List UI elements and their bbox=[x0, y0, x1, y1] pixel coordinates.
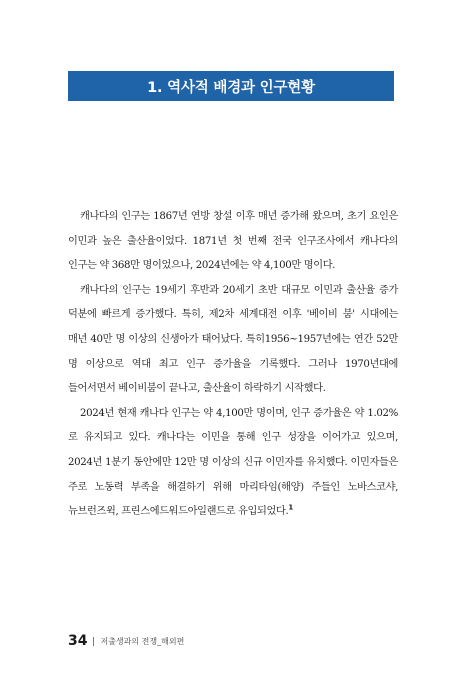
paragraph-text: 2024년 현재 캐나다 인구는 약 4,100만 명이며, 인구 증가율은 약 1.02%로 유지되고 있다. 캐나다는 이민을 통해 인구 성장을 이어가고 있으며, 2024년 1분기 동안에만 12만 명 이상의 신규 이민자를 유치했다. 이민자들은 주로 노동력 부족을 해결하기 위해 마리타임(해양) 주들인 노바스코샤, 뉴브런즈윅, 프린스에드워드아일랜드로 유입되었다. bbox=[68, 407, 398, 518]
paragraph bbox=[68, 279, 398, 402]
paragraph-text: 캐나다의 인구는 1867년 연방 창설 이후 매년 증가해 왔으며, 초기 요인은 이민과 높은 출산율이었다. 1871년 첫 번째 전국 인구조사에서 캐나다의 인구는 약 368만 명이었으나, 2024년에는 약 4,100만 명이다. bbox=[68, 211, 398, 272]
section-title: 1. 역사적 배경과 인구현황 bbox=[147, 79, 315, 96]
page-number: 34 bbox=[68, 633, 88, 649]
paragraph-text: 캐나다의 인구는 19세기 후반과 20세기 초반 대규모 이민과 출산율 증가 덕분에 빠르게 증가했다. 특히, 제2차 세계대전 이후 '베이비 붐' 시대에는 매년 40만 명 이상의 신생아가 태어났다. 특히1956~1957년에는 연간 52만 명 이상으로 역대 최고 인구 증가율을 기록했다. 그러나 1970년대에 들어서면서 베이비붐이 끝나고, 출산율이 하락하기 시작했다. bbox=[68, 284, 398, 395]
page-footer bbox=[68, 633, 184, 649]
footer-divider bbox=[93, 637, 94, 646]
section-title-bar bbox=[68, 71, 394, 101]
paragraph bbox=[68, 205, 398, 279]
running-title: 저출생과의 전쟁_해외편 bbox=[100, 636, 185, 646]
paragraph bbox=[68, 402, 398, 525]
footnote-reference[interactable]: 1 bbox=[288, 503, 293, 512]
body-text bbox=[68, 205, 398, 525]
